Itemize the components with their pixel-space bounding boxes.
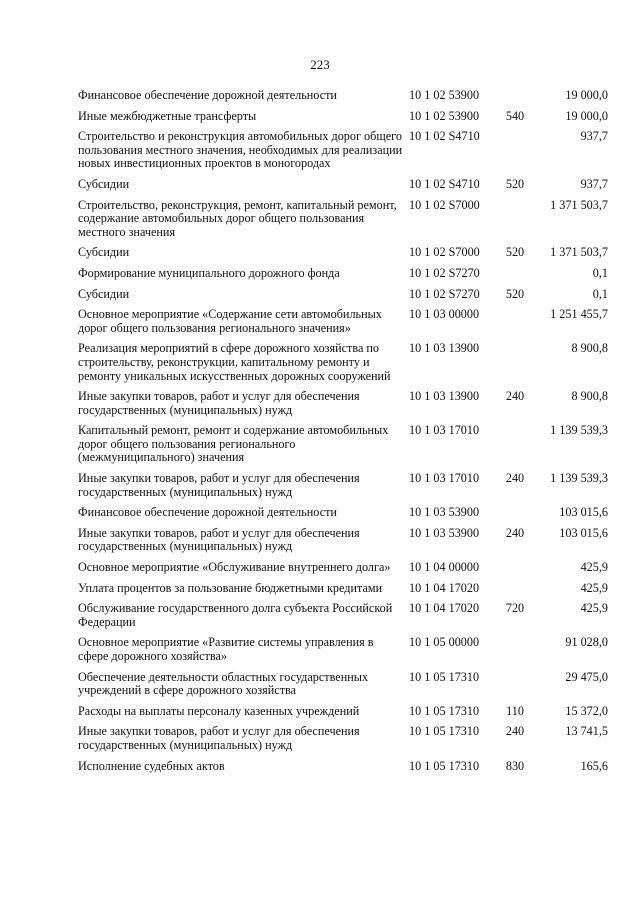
- row-name: Основное мероприятие «Развитие системы управления в сфере дорожного хозяйства»: [78, 635, 374, 663]
- row-code: 10 1 02 S7000: [409, 245, 480, 260]
- row-name: Обеспечение деятельности областных государственных учреждений в сфере дорожного хозяйства: [78, 669, 369, 698]
- table-row: [78, 308, 608, 335]
- row-name: Иные закупки товаров, работ и услуг для обеспечения государственных (муниципальных) нужд: [78, 389, 360, 417]
- row-code: 10 1 02 53900: [409, 108, 480, 123]
- table-row: [78, 636, 608, 663]
- row-name: Строительство и реконструкция автомобильных дорог общего пользования местного значения, необходимых для реализации новых инвестиционных проектов в моногородах: [78, 129, 403, 171]
- row-amount: 425,9: [580, 580, 608, 595]
- row-name: Реализация мероприятий в сфере дорожного хозяйства по строительству, реконструкции, капитальному ремонту и ремонту уникальных искусственных дорожных сооружений: [78, 341, 391, 383]
- row-code: 10 1 03 13900: [409, 341, 480, 356]
- row-code: 10 1 03 53900: [409, 505, 480, 520]
- row-amount: 0,1: [592, 286, 608, 301]
- row-name: Расходы на выплаты персоналу казенных учреждений: [78, 703, 360, 718]
- table-row: [78, 390, 608, 417]
- row-amount: 165,6: [580, 758, 608, 773]
- row-code: 10 1 05 17310: [409, 758, 480, 773]
- row-expense-type: 830: [505, 758, 525, 773]
- row-code: 10 1 03 17010: [409, 423, 480, 438]
- table-row: [78, 130, 608, 171]
- row-amount: 8 900,8: [571, 341, 608, 356]
- row-expense-type: 240: [505, 724, 525, 739]
- row-amount: 13 741,5: [565, 724, 608, 739]
- row-code: 10 1 03 17010: [409, 471, 480, 486]
- row-code: 10 1 02 S4710: [409, 129, 480, 144]
- row-code: 10 1 03 53900: [409, 525, 480, 540]
- row-amount: 937,7: [580, 176, 608, 191]
- row-expense-type: 520: [505, 176, 525, 191]
- row-amount: 1 371 503,7: [550, 197, 608, 212]
- table-row: [78, 527, 608, 554]
- row-name: Основное мероприятие «Содержание сети автомобильных дорог общего пользования регионального значения»: [78, 307, 382, 335]
- row-name: Исполнение судебных актов: [78, 758, 225, 773]
- row-name: Иные закупки товаров, работ и услуг для обеспечения государственных (муниципальных) нужд: [78, 471, 360, 499]
- table-row: [78, 725, 608, 752]
- row-amount: 29 475,0: [565, 669, 608, 684]
- row-code: 10 1 03 13900: [409, 389, 480, 404]
- table-row: [78, 89, 608, 103]
- row-code: 10 1 02 S7270: [409, 286, 480, 301]
- row-name: Иные закупки товаров, работ и услуг для обеспечения государственных (муниципальных) нужд: [78, 525, 360, 554]
- row-code: 10 1 04 17020: [409, 601, 480, 616]
- table-row: [78, 288, 608, 302]
- row-expense-type: 540: [505, 108, 525, 123]
- row-amount: 1 139 539,3: [550, 471, 608, 486]
- table-row: [78, 246, 608, 260]
- row-code: 10 1 02 S7000: [409, 197, 480, 212]
- table-row: [78, 760, 608, 774]
- row-expense-type: 240: [505, 525, 525, 540]
- table-row: [78, 602, 608, 629]
- row-name: Финансовое обеспечение дорожной деятельности: [78, 505, 337, 520]
- row-expense-type: 240: [505, 471, 525, 486]
- row-code: 10 1 05 17310: [409, 669, 480, 684]
- row-code: 10 1 05 17310: [409, 703, 480, 718]
- row-name: Обслуживание государственного долга субъекта Российской Федерации: [78, 601, 393, 629]
- row-amount: 0,1: [592, 265, 608, 280]
- row-name: Капитальный ремонт, ремонт и содержание автомобильных дорог общего пользования регионального (межмуниципального) значения: [78, 423, 389, 465]
- row-code: 10 1 02 S4710: [409, 176, 480, 191]
- table-row: [78, 671, 608, 698]
- row-code: 10 1 05 00000: [409, 635, 480, 650]
- table-row: [78, 472, 608, 499]
- row-name: Иные закупки товаров, работ и услуг для обеспечения государственных (муниципальных) нужд: [78, 724, 360, 752]
- row-amount: 15 372,0: [565, 703, 608, 718]
- row-name: Основное мероприятие «Обслуживание внутреннего долга»: [78, 560, 391, 575]
- table-row: [78, 342, 608, 383]
- row-expense-type: 520: [505, 286, 525, 301]
- row-name: Субсидии: [78, 176, 130, 191]
- row-amount: 103 015,6: [559, 505, 608, 520]
- table-row: [78, 506, 608, 520]
- row-code: 10 1 03 00000: [409, 307, 480, 322]
- row-amount: 1 371 503,7: [550, 245, 608, 260]
- row-amount: 103 015,6: [559, 525, 608, 540]
- row-name: Субсидии: [78, 245, 130, 260]
- table-row: [78, 110, 608, 124]
- row-code: 10 1 05 17310: [409, 724, 480, 739]
- row-expense-type: 520: [505, 245, 525, 260]
- row-code: 10 1 04 17020: [409, 580, 480, 595]
- table-row: [78, 705, 608, 719]
- row-name: Формирование муниципального дорожного фонда: [78, 265, 340, 280]
- row-name: Финансовое обеспечение дорожной деятельности: [78, 88, 337, 102]
- row-amount: 425,9: [580, 601, 608, 616]
- row-amount: 19 000,0: [565, 108, 608, 123]
- row-code: 10 1 04 00000: [409, 560, 480, 575]
- row-code: 10 1 02 S7270: [409, 265, 480, 280]
- page-number: 223: [310, 57, 330, 72]
- row-expense-type: 240: [505, 389, 525, 404]
- table-row: [78, 267, 608, 281]
- row-expense-type: 720: [505, 601, 525, 616]
- row-amount: 8 900,8: [571, 389, 608, 404]
- table-row: [78, 178, 608, 192]
- table-row: [78, 582, 608, 596]
- row-name: Строительство, реконструкция, ремонт, капитальный ремонт, содержание автомобильных дорог общего пользования местного значения: [78, 197, 397, 239]
- table-row: [78, 199, 608, 240]
- budget-table: [78, 89, 608, 780]
- table-row: [78, 424, 608, 465]
- row-amount: 425,9: [580, 560, 608, 575]
- row-amount: 1 139 539,3: [550, 423, 608, 438]
- row-name: Уплата процентов за пользование бюджетными кредитами: [78, 580, 383, 595]
- row-amount: 1 251 455,7: [550, 307, 608, 322]
- row-amount: 19 000,0: [565, 88, 608, 102]
- row-name: Субсидии: [78, 286, 130, 301]
- row-expense-type: 110: [506, 703, 524, 718]
- row-name: Иные межбюджетные трансферты: [78, 108, 257, 123]
- row-code: 10 1 02 53900: [409, 88, 480, 102]
- table-row: [78, 561, 608, 575]
- row-amount: 937,7: [580, 129, 608, 144]
- row-amount: 91 028,0: [565, 635, 608, 650]
